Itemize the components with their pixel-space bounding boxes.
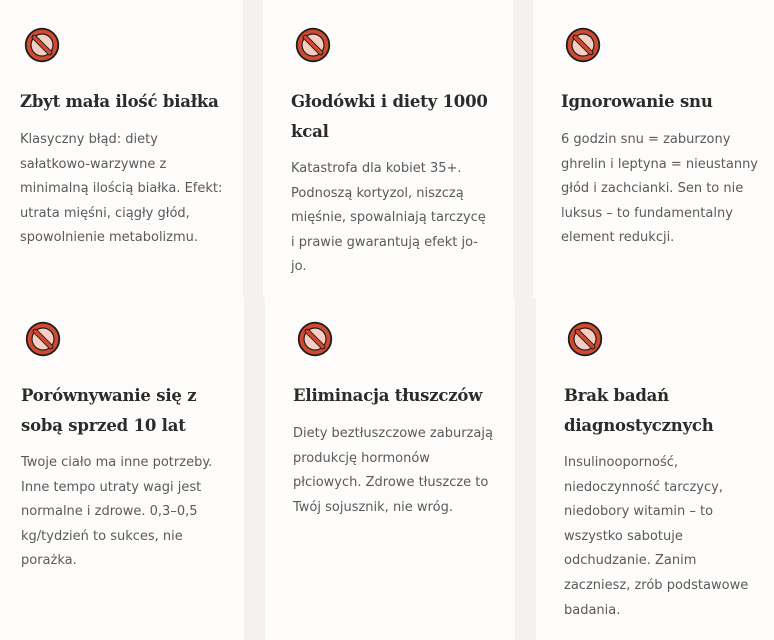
- mistake-description: Diety beztłuszczowe zaburzają produkcję hormonów płciowych. Zdrowe tłuszcze to Twój sojusznik, nie wróg.: [293, 426, 493, 515]
- mistake-description: Klasyczny błąd: diety sałatkowo-warzywne z minimalną ilością białka. Efekt: utrata mięśni, ciągły głód, spowolnienie metabolizmu.: [20, 132, 223, 246]
- prohibited-icon: [24, 320, 62, 358]
- mistake-card: [0, 0, 243, 298]
- mistake-description: 6 godzin snu = zaburzony ghrelin i leptyna = nieustanny głód i zachcianki. Sen to nie luksus – to fundamentalny element redukcji.: [561, 132, 758, 246]
- mistake-title: Brak badań diagnostycznych: [564, 386, 714, 435]
- mistake-title: Ignorowanie snu: [561, 92, 713, 111]
- mistake-card: [533, 0, 774, 298]
- mistake-description: Insulinooporność, niedoczynność tarczycy, niedobory witamin – to wszystko sabotuje odchudzanie. Zanim zaczniesz, zrób podstawowe badania.: [564, 455, 749, 618]
- mistake-title: Głodówki i diety 1000 kcal: [291, 92, 488, 141]
- mistake-title: Eliminacja tłuszczów: [293, 386, 483, 405]
- mistake-title: Porównywanie się z sobą sprzed 10 lat: [21, 386, 197, 435]
- mistake-description: Katastrofa dla kobiet 35+. Podnoszą kortyzol, niszczą mięśnie, spowalniają tarczycę i prawie gwarantują efekt jo-jo.: [291, 161, 486, 275]
- mistake-description: Twoje ciało ma inne potrzeby. Inne tempo utraty wagi jest normalne i zdrowe. 0,3–0,5 kg/tydzień to sukces, nie porażka.: [21, 455, 213, 569]
- prohibited-icon: [294, 26, 332, 64]
- prohibited-icon: [564, 26, 602, 64]
- mistake-card: [536, 298, 774, 640]
- prohibited-icon: [23, 26, 61, 64]
- prohibited-icon: [296, 320, 334, 358]
- prohibited-icon: [566, 320, 604, 358]
- mistake-title: Zbyt mała ilość białka: [20, 92, 219, 111]
- mistake-card: [0, 298, 244, 640]
- mistake-card: [263, 0, 513, 298]
- mistake-card: [265, 298, 515, 640]
